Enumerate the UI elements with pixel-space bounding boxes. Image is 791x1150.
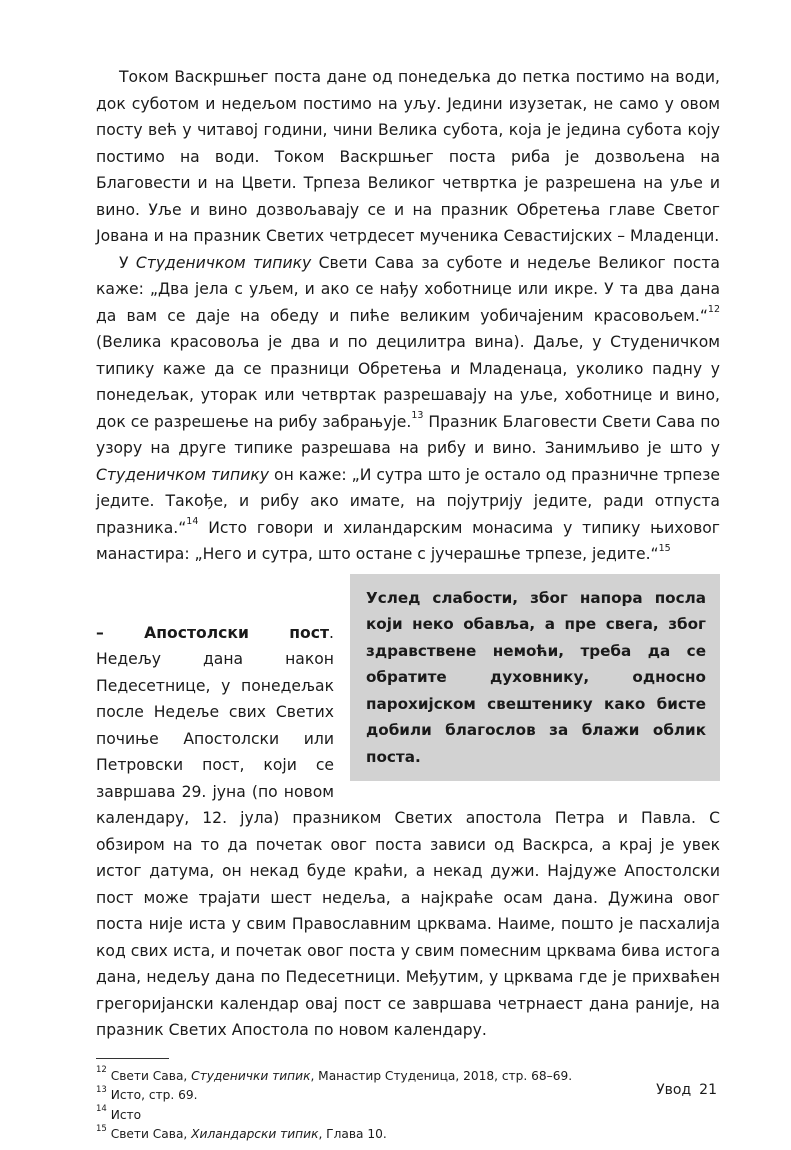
footnote-italic: Студенички типик [191,1068,311,1083]
paragraph-lent-rules: Током Васкршњег поста дане од понедељка до петка постимо на води, док суботом и недељом постимо на уљу. Једини изузетак, не само у овом посту већ у читавој години, чини Велика субота, која је једина субота коју постимо на води. Током Васкршњег поста риба је дозвољена на Благовести и на Цвети. Трпеза Великог четвртка је разрешена на уље и вино. Уље и вино дозвољавају се и на празник Обретења главе Светог Јована и на празник Светих четрдесет мученика Севастијских – Младенци. [96,68,720,245]
section-name: Увод [656,1082,692,1098]
section-heading: – Апостолски пост [96,623,330,642]
footnote-14 [96,1106,720,1126]
page-number: 21 [699,1082,717,1098]
footnote-ref[interactable]: 13 [411,410,424,422]
footnote-italic: Хиландарски типик [191,1127,319,1141]
footnote-text: Исто, стр. 69. [110,1088,198,1102]
footnote-number: 13 [96,1084,107,1095]
italic-title: Студеничком типику [96,465,270,484]
footnote-ref[interactable]: 12 [707,304,720,316]
footnote-number: 15 [96,1123,107,1134]
text-run: Празник Благовести Свети Сава по узору на друге типике разрешава на рибу и вино. Занимљиво је што у [96,412,720,457]
footnote-text: , Глава 10. [318,1127,387,1141]
footnote-ref[interactable]: 15 [658,542,671,554]
footnote-text: Свети Сава, [110,1127,192,1141]
callout-box: Услед слабости, због напора посла који неко обавља, а пре свега, због здравствене немоћи, треба да се обратите духовнику, односно парохијском свештенику како бисте добили благослов за блажи облик поста. [350,574,720,781]
footnote-ref[interactable]: 14 [186,516,199,528]
footnote-number: 14 [96,1104,107,1115]
paragraph-studenica-typikon [96,250,720,568]
footnote-12 [96,1067,720,1087]
footnote-text: Свети Сава, [110,1068,192,1083]
text-run: он каже: „И сутра што је остало од празничне трпезе једите. Такође, и рибу ако имате, на појутрију једите, ради отпуста празника.“ [96,465,720,537]
footnote-number: 12 [96,1065,107,1076]
italic-title: Студеничком типику [135,253,312,272]
page-footer [656,1082,717,1098]
text-run: (Велика красовоља је два и по децилитра вина). Даље, у Студеничком типику каже да се празници Обретења и Младенаца, уколико падну у понедељак, уторак или четвртак разрешавају на уље, хоботнице и вино, док се разрешење на рибу забрањује. [96,333,720,431]
text-run: Свети Сава за суботе и недеље Великог поста каже: „Два јела с уљем, и ако се нађу хоботнице или икре. У та два дана да вам се даје на обеду и пиће великим уобичајеним красовољем.“ [96,253,720,325]
footnote-divider [96,1058,169,1059]
footnote-13 [96,1086,720,1106]
text-run: . Недељу дана након Педесетнице, у понедељак после Недеље свих Светих почиње Апостолски или Петровски пост, који се завршава 29. јуна (по новом календару, 12. јула) празником Светих апостола Петра и Павла. С обзиром на то да почетак овог поста зависи од Васкрса, а крај је увек истог датума, он некад буде краћи, а некад дужи. Најдуже Апостолски пост може трајати шест недеља, а најкраће осам дана. Дужина овог поста није иста у свим Православним црквама. Наиме, пошто је пасхалија код свих иста, и почетак овог поста у свим помесним црквама бива истога дана, недељу дана по Педесетници. Међутим, у црквама где је прихваћен грегоријански календар овај пост се завршава четрнаест дана раније, на празник Светих Апостола по новом календару. [96,623,720,1039]
text-run: У [119,253,136,272]
footnotes [96,1067,720,1145]
footnote-15 [96,1125,720,1145]
footnote-text: , Манастир Студеница, 2018, стр. 68–69. [310,1068,573,1083]
page-body [96,64,720,1145]
footnote-text: Исто [110,1107,142,1122]
text-run: Исто говори и хиландарским монасима у типику њиховог манастира: „Него и сутра, што остане с јучерашње трпезе, једите.“ [96,518,720,563]
